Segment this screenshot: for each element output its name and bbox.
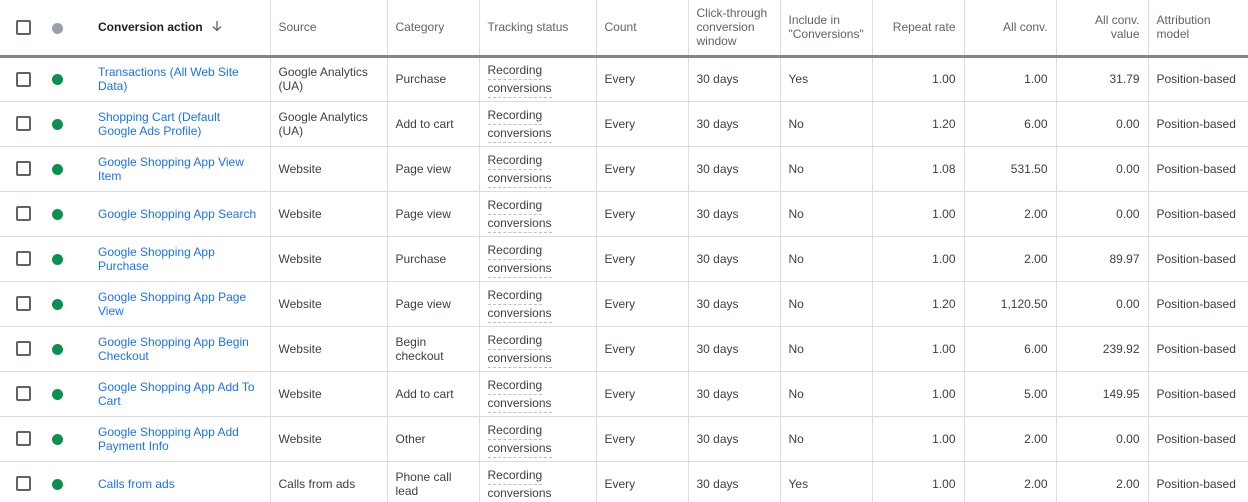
tracking-status-line-1[interactable]: Recording bbox=[488, 378, 543, 395]
attribution-model-cell: Position-based bbox=[1148, 146, 1248, 191]
status-enabled-dot-icon bbox=[52, 344, 63, 355]
header-click-through-window[interactable]: Click-through conversion window bbox=[688, 0, 780, 56]
tracking-status-line-1[interactable]: Recording bbox=[488, 423, 543, 440]
conversion-action-cell bbox=[90, 236, 270, 281]
table-row bbox=[0, 236, 1248, 281]
tracking-status-line-1[interactable]: Recording bbox=[488, 333, 543, 350]
row-select-cell bbox=[0, 101, 40, 146]
tracking-status-line-1[interactable]: Recording bbox=[488, 288, 543, 305]
status-enabled-dot-icon bbox=[52, 434, 63, 445]
attribution-model-cell: Position-based bbox=[1148, 101, 1248, 146]
all-conv-cell: 6.00 bbox=[964, 326, 1056, 371]
all-conv-value-cell: 0.00 bbox=[1056, 146, 1148, 191]
status-enabled-dot-icon bbox=[52, 164, 63, 175]
row-select-cell bbox=[0, 416, 40, 461]
row-status-cell bbox=[40, 281, 90, 326]
row-status-cell bbox=[40, 146, 90, 191]
tracking-status-cell bbox=[479, 371, 596, 416]
click-through-window-cell: 30 days bbox=[688, 236, 780, 281]
category-cell: Phone call lead bbox=[387, 461, 479, 502]
row-checkbox[interactable] bbox=[16, 431, 31, 446]
attribution-model-cell: Position-based bbox=[1148, 416, 1248, 461]
source-cell: Google Analytics (UA) bbox=[270, 56, 387, 101]
tracking-status-line-2[interactable]: conversions bbox=[488, 486, 552, 502]
all-conv-cell: 1,120.50 bbox=[964, 281, 1056, 326]
conversion-action-link[interactable]: Transactions (All Web Site Data) bbox=[98, 65, 239, 93]
tracking-status-line-2[interactable]: conversions bbox=[488, 441, 552, 458]
tracking-status-line-2[interactable]: conversions bbox=[488, 396, 552, 413]
click-through-window-cell: 30 days bbox=[688, 326, 780, 371]
count-cell: Every bbox=[596, 326, 688, 371]
conversion-action-link[interactable]: Google Shopping App View Item bbox=[98, 154, 244, 183]
all-conv-cell: 2.00 bbox=[964, 416, 1056, 461]
repeat-rate-cell: 1.00 bbox=[872, 56, 964, 101]
table-row bbox=[0, 101, 1248, 146]
tracking-status-cell bbox=[479, 191, 596, 236]
row-select-cell bbox=[0, 236, 40, 281]
status-enabled-dot-icon bbox=[52, 74, 63, 85]
select-all-checkbox[interactable] bbox=[16, 20, 31, 35]
table-row bbox=[0, 281, 1248, 326]
count-cell: Every bbox=[596, 371, 688, 416]
tracking-status-line-2[interactable]: conversions bbox=[488, 351, 552, 368]
click-through-window-cell: 30 days bbox=[688, 461, 780, 502]
tracking-status-line-2[interactable]: conversions bbox=[488, 216, 552, 233]
include-in-conversions-cell: No bbox=[780, 146, 872, 191]
category-cell: Page view bbox=[387, 281, 479, 326]
conversion-action-link[interactable]: Google Shopping App Begin Checkout bbox=[98, 334, 249, 363]
attribution-model-cell: Position-based bbox=[1148, 56, 1248, 101]
table-row bbox=[0, 191, 1248, 236]
click-through-window-cell: 30 days bbox=[688, 371, 780, 416]
conversion-action-link[interactable]: Google Shopping App Search bbox=[98, 206, 257, 221]
repeat-rate-cell: 1.00 bbox=[872, 371, 964, 416]
click-through-window-cell: 30 days bbox=[688, 101, 780, 146]
tracking-status-line-2[interactable]: conversions bbox=[488, 126, 552, 143]
tracking-status-cell bbox=[479, 461, 596, 502]
row-select-cell bbox=[0, 191, 40, 236]
tracking-status-line-2[interactable]: conversions bbox=[488, 261, 552, 278]
row-select-cell bbox=[0, 56, 40, 101]
attribution-model-cell: Position-based bbox=[1148, 191, 1248, 236]
tracking-status-cell bbox=[479, 281, 596, 326]
source-cell: Website bbox=[270, 146, 387, 191]
tracking-status-cell bbox=[479, 146, 596, 191]
row-checkbox[interactable] bbox=[16, 296, 31, 311]
header-status[interactable] bbox=[40, 0, 90, 56]
tracking-status-cell bbox=[479, 101, 596, 146]
all-conv-value-cell: 0.00 bbox=[1056, 281, 1148, 326]
table-row bbox=[0, 146, 1248, 191]
repeat-rate-cell: 1.00 bbox=[872, 191, 964, 236]
table-row bbox=[0, 371, 1248, 416]
header-tracking-status[interactable]: Tracking status bbox=[479, 0, 596, 56]
row-checkbox[interactable] bbox=[16, 206, 31, 221]
attribution-model-cell: Position-based bbox=[1148, 371, 1248, 416]
all-conv-cell: 2.00 bbox=[964, 461, 1056, 502]
include-in-conversions-cell: No bbox=[780, 281, 872, 326]
source-cell: Website bbox=[270, 326, 387, 371]
source-cell: Google Analytics (UA) bbox=[270, 101, 387, 146]
conversion-action-cell bbox=[90, 281, 270, 326]
tracking-status-line-2[interactable]: conversions bbox=[488, 81, 552, 98]
attribution-model-cell: Position-based bbox=[1148, 326, 1248, 371]
include-in-conversions-cell: No bbox=[780, 326, 872, 371]
row-status-cell bbox=[40, 461, 90, 502]
header-conversion-action[interactable] bbox=[90, 0, 270, 56]
status-enabled-dot-icon bbox=[52, 389, 63, 400]
count-cell: Every bbox=[596, 191, 688, 236]
row-status-cell bbox=[40, 326, 90, 371]
header-include-in-conversions[interactable]: Include in "Conversions" bbox=[780, 0, 872, 56]
header-attribution-model[interactable]: Attribution model bbox=[1148, 0, 1248, 56]
conversion-action-cell bbox=[90, 461, 270, 502]
table-row bbox=[0, 461, 1248, 502]
row-checkbox[interactable] bbox=[16, 161, 31, 176]
all-conv-value-cell: 89.97 bbox=[1056, 236, 1148, 281]
repeat-rate-cell: 1.00 bbox=[872, 236, 964, 281]
header-all-conv[interactable]: All conv. bbox=[964, 0, 1056, 56]
tracking-status-cell bbox=[479, 326, 596, 371]
source-cell: Calls from ads bbox=[270, 461, 387, 502]
count-cell: Every bbox=[596, 281, 688, 326]
conversion-action-cell bbox=[90, 146, 270, 191]
all-conv-cell: 2.00 bbox=[964, 191, 1056, 236]
conversion-action-link[interactable]: Shopping Cart (Default Google Ads Profile) bbox=[98, 109, 221, 138]
row-status-cell bbox=[40, 101, 90, 146]
category-cell: Page view bbox=[387, 191, 479, 236]
source-cell: Website bbox=[270, 191, 387, 236]
tracking-status-line-1[interactable]: Recording bbox=[488, 63, 543, 80]
row-select-cell bbox=[0, 146, 40, 191]
row-status-cell bbox=[40, 56, 90, 101]
category-cell: Purchase bbox=[387, 236, 479, 281]
tracking-status-line-1[interactable]: Recording bbox=[488, 243, 543, 260]
attribution-model-cell: Position-based bbox=[1148, 461, 1248, 502]
count-cell: Every bbox=[596, 56, 688, 101]
conversion-action-cell bbox=[90, 371, 270, 416]
all-conv-value-cell: 0.00 bbox=[1056, 191, 1148, 236]
repeat-rate-cell: 1.20 bbox=[872, 281, 964, 326]
conversion-action-cell bbox=[90, 416, 270, 461]
source-cell: Website bbox=[270, 371, 387, 416]
category-cell: Page view bbox=[387, 146, 479, 191]
tracking-status-line-2[interactable]: conversions bbox=[488, 171, 552, 188]
click-through-window-cell: 30 days bbox=[688, 146, 780, 191]
row-checkbox[interactable] bbox=[16, 476, 31, 491]
row-checkbox[interactable] bbox=[16, 72, 31, 87]
include-in-conversions-cell: No bbox=[780, 236, 872, 281]
row-select-cell bbox=[0, 281, 40, 326]
repeat-rate-cell: 1.00 bbox=[872, 416, 964, 461]
header-label: Conversion action bbox=[98, 19, 203, 34]
conversion-action-cell bbox=[90, 191, 270, 236]
tracking-status-line-1[interactable]: Recording bbox=[488, 108, 543, 125]
tracking-status-line-1[interactable]: Recording bbox=[488, 153, 543, 170]
row-select-cell bbox=[0, 326, 40, 371]
header-source[interactable]: Source bbox=[270, 0, 387, 56]
conversion-action-link[interactable]: Google Shopping App Add Payment Info bbox=[98, 424, 239, 453]
all-conv-cell: 5.00 bbox=[964, 371, 1056, 416]
status-enabled-dot-icon bbox=[52, 479, 63, 490]
conversion-action-link[interactable]: Google Shopping App Purchase bbox=[98, 244, 215, 273]
table-row bbox=[0, 416, 1248, 461]
conversion-action-link[interactable]: Google Shopping App Page View bbox=[98, 289, 247, 318]
include-in-conversions-cell: No bbox=[780, 371, 872, 416]
tracking-status-line-2[interactable]: conversions bbox=[488, 306, 552, 323]
all-conv-value-cell: 2.00 bbox=[1056, 461, 1148, 502]
category-cell: Add to cart bbox=[387, 101, 479, 146]
count-cell: Every bbox=[596, 101, 688, 146]
category-cell: Begin checkout bbox=[387, 326, 479, 371]
repeat-rate-cell: 1.00 bbox=[872, 461, 964, 502]
include-in-conversions-cell: Yes bbox=[780, 461, 872, 502]
tracking-status-cell bbox=[479, 56, 596, 101]
conversion-action-cell bbox=[90, 326, 270, 371]
row-checkbox[interactable] bbox=[16, 341, 31, 356]
table-row bbox=[0, 56, 1248, 101]
header-count[interactable]: Count bbox=[596, 0, 688, 56]
all-conv-value-cell: 149.95 bbox=[1056, 371, 1148, 416]
header-all-conv-value[interactable]: All conv. value bbox=[1056, 0, 1148, 56]
include-in-conversions-cell: No bbox=[780, 191, 872, 236]
include-in-conversions-cell: No bbox=[780, 416, 872, 461]
category-cell: Add to cart bbox=[387, 371, 479, 416]
source-cell: Website bbox=[270, 236, 387, 281]
attribution-model-cell: Position-based bbox=[1148, 236, 1248, 281]
click-through-window-cell: 30 days bbox=[688, 191, 780, 236]
tracking-status-cell bbox=[479, 416, 596, 461]
attribution-model-cell: Position-based bbox=[1148, 281, 1248, 326]
status-enabled-dot-icon bbox=[52, 299, 63, 310]
row-checkbox[interactable] bbox=[16, 386, 31, 401]
include-in-conversions-cell: Yes bbox=[780, 56, 872, 101]
all-conv-cell: 2.00 bbox=[964, 236, 1056, 281]
table-row bbox=[0, 326, 1248, 371]
all-conv-value-cell: 239.92 bbox=[1056, 326, 1148, 371]
all-conv-cell: 1.00 bbox=[964, 56, 1056, 101]
include-in-conversions-cell: No bbox=[780, 101, 872, 146]
row-checkbox[interactable] bbox=[16, 251, 31, 266]
conversion-action-link[interactable]: Calls from ads bbox=[98, 476, 175, 491]
tracking-status-line-1[interactable]: Recording bbox=[488, 198, 543, 215]
all-conv-value-cell: 31.79 bbox=[1056, 56, 1148, 101]
arrow-down-icon bbox=[211, 20, 223, 35]
click-through-window-cell: 30 days bbox=[688, 416, 780, 461]
row-checkbox[interactable] bbox=[16, 116, 31, 131]
count-cell: Every bbox=[596, 146, 688, 191]
status-enabled-dot-icon bbox=[52, 209, 63, 220]
repeat-rate-cell: 1.08 bbox=[872, 146, 964, 191]
header-repeat-rate[interactable]: Repeat rate bbox=[872, 0, 964, 56]
all-conv-cell: 6.00 bbox=[964, 101, 1056, 146]
row-select-cell bbox=[0, 371, 40, 416]
conversion-action-link[interactable]: Google Shopping App Add To Cart bbox=[98, 379, 255, 408]
tracking-status-cell bbox=[479, 236, 596, 281]
count-cell: Every bbox=[596, 416, 688, 461]
conversion-action-cell bbox=[90, 101, 270, 146]
category-cell: Other bbox=[387, 416, 479, 461]
count-cell: Every bbox=[596, 236, 688, 281]
conversion-action-cell bbox=[90, 56, 270, 101]
status-dot-icon bbox=[52, 23, 63, 34]
table-header-row bbox=[0, 0, 1248, 56]
row-status-cell bbox=[40, 416, 90, 461]
click-through-window-cell: 30 days bbox=[688, 281, 780, 326]
status-enabled-dot-icon bbox=[52, 119, 63, 130]
all-conv-value-cell: 0.00 bbox=[1056, 101, 1148, 146]
source-cell: Website bbox=[270, 416, 387, 461]
status-enabled-dot-icon bbox=[52, 254, 63, 265]
row-status-cell bbox=[40, 371, 90, 416]
all-conv-cell: 531.50 bbox=[964, 146, 1056, 191]
row-status-cell bbox=[40, 191, 90, 236]
header-select-all[interactable] bbox=[0, 0, 40, 56]
header-category[interactable]: Category bbox=[387, 0, 479, 56]
repeat-rate-cell: 1.00 bbox=[872, 326, 964, 371]
tracking-status-line-1[interactable]: Recording bbox=[488, 468, 543, 485]
category-cell: Purchase bbox=[387, 56, 479, 101]
source-cell: Website bbox=[270, 281, 387, 326]
all-conv-value-cell: 0.00 bbox=[1056, 416, 1148, 461]
row-status-cell bbox=[40, 236, 90, 281]
click-through-window-cell: 30 days bbox=[688, 56, 780, 101]
repeat-rate-cell: 1.20 bbox=[872, 101, 964, 146]
count-cell: Every bbox=[596, 461, 688, 502]
row-select-cell bbox=[0, 461, 40, 502]
